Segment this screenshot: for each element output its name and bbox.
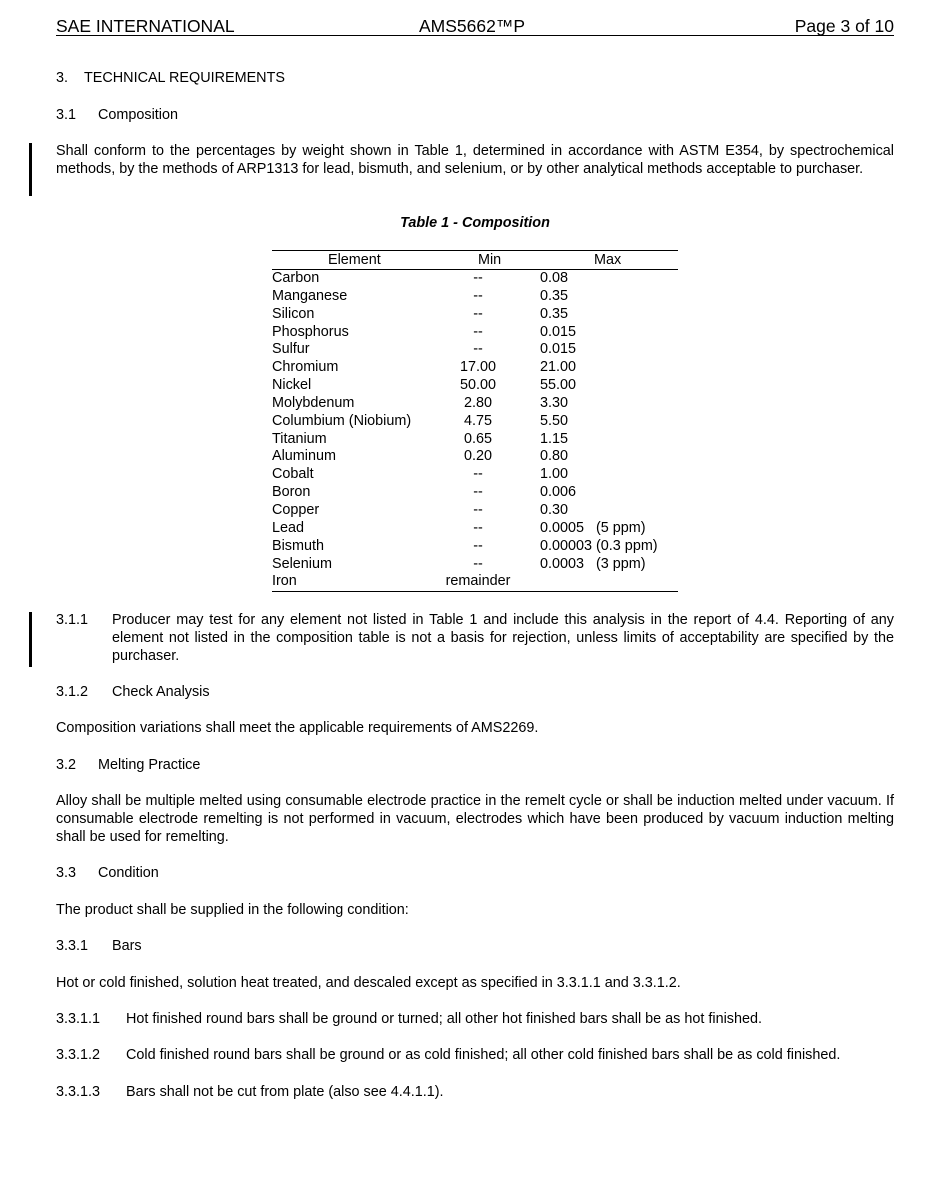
table-row xyxy=(272,359,678,377)
table-row xyxy=(272,413,678,431)
section-3-1-2-number: 3.1.2 xyxy=(56,684,89,700)
section-3-3-1-text: Hot or cold finished, solution heat treated, and descaled except as specified in 3.3.1.1 and 3.3.1.2. xyxy=(56,975,681,991)
section-3-1-1-number: 3.1.1 xyxy=(56,612,89,628)
cell-max: 3.30 xyxy=(540,394,569,411)
section-3-title: TECHNICAL REQUIREMENTS xyxy=(84,70,285,86)
section-3-3-1-1-text: Hot finished round bars shall be ground or turned; all other hot finished bars shall be as hot finished. xyxy=(126,1011,762,1027)
section-3-3-1-3-number: 3.3.1.3 xyxy=(56,1084,101,1100)
cell-element: Phosphorus xyxy=(272,323,349,340)
section-3-1-2-title: Check Analysis xyxy=(112,684,210,700)
cell-element: Cobalt xyxy=(272,466,314,483)
table-row xyxy=(272,466,678,484)
table-row xyxy=(272,288,678,306)
table-row xyxy=(272,431,678,449)
cell-max: 0.08 xyxy=(540,270,569,286)
cell-min: -- xyxy=(473,341,483,358)
section-3-2-title: Melting Practice xyxy=(98,757,201,773)
change-bar xyxy=(29,143,32,196)
section-3-1-title: Composition xyxy=(98,107,178,123)
table-row xyxy=(272,484,678,502)
table-row xyxy=(272,556,678,574)
cell-element: Selenium xyxy=(272,555,332,572)
table-row xyxy=(272,520,678,538)
cell-min: -- xyxy=(473,519,483,536)
cell-element: Nickel xyxy=(272,377,312,394)
cell-element: Silicon xyxy=(272,305,315,322)
cell-min: 0.65 xyxy=(463,430,492,447)
table-row xyxy=(272,341,678,359)
table-row xyxy=(272,306,678,324)
cell-max: 5.50 xyxy=(540,412,569,429)
header-org: SAE INTERNATIONAL xyxy=(56,16,235,36)
cell-min: 4.75 xyxy=(463,412,492,429)
cell-element: Columbium (Niobium) xyxy=(272,412,412,429)
cell-max: 0.35 xyxy=(540,287,569,304)
cell-min: 50.00 xyxy=(459,377,496,394)
table-header-row xyxy=(272,251,678,270)
change-bar xyxy=(29,612,32,667)
composition-table xyxy=(272,250,678,592)
section-3-1-1-text: Producer may test for any element not listed in Table 1 and include this analysis in the report of 4.4. Reporting of any element not listed in the composition table is not a basis for rejection, unless limits of acceptability are specified by the purchaser. xyxy=(112,612,894,664)
cell-min: 2.80 xyxy=(463,394,492,411)
cell-min: -- xyxy=(473,323,483,340)
cell-max: 0.35 xyxy=(540,305,569,322)
cell-min: -- xyxy=(473,484,483,501)
section-3-3-title: Condition xyxy=(98,865,159,881)
table-row xyxy=(272,573,678,591)
section-3-3-1-2-number: 3.3.1.2 xyxy=(56,1047,101,1063)
cell-max: 21.00 xyxy=(540,359,577,376)
header-page-number: Page 3 of 10 xyxy=(794,16,894,36)
cell-max: 0.80 xyxy=(540,448,569,465)
cell-max: 0.006 xyxy=(540,484,577,501)
cell-max: 0.0003 (3 ppm) xyxy=(540,555,646,572)
section-3-1-text: Shall conform to the percentages by weight shown in Table 1, determined in accordance with ASTM E354, by spectrochemical methods, by the methods of ARP1313 for lead, bismuth, and selenium, or by other analytical methods acceptable to purchaser. xyxy=(56,143,894,177)
header-doc-number: AMS5662™P xyxy=(419,16,526,36)
cell-min: 17.00 xyxy=(459,359,496,376)
header-rule xyxy=(56,35,894,36)
cell-element: Copper xyxy=(272,501,320,518)
section-3-3-number: 3.3 xyxy=(56,865,77,881)
cell-min: -- xyxy=(473,555,483,572)
table-row xyxy=(272,538,678,556)
cell-min: -- xyxy=(473,270,483,286)
table-row xyxy=(272,270,678,288)
cell-max: 0.00003 (0.3 ppm) xyxy=(540,537,658,554)
header-element: Element xyxy=(328,252,381,268)
table-row xyxy=(272,395,678,413)
header-max: Max xyxy=(594,252,622,268)
cell-min: -- xyxy=(473,466,483,483)
table-row xyxy=(272,502,678,520)
cell-min: remainder xyxy=(445,573,511,590)
section-3-2-text: Alloy shall be multiple melted using consumable electrode practice in the remelt cycle or shall be induction melted under vacuum. If consumable electrode remelting is not performed in vacuum, electrodes which have been produced by vacuum induction melting shall be used for remelting. xyxy=(56,793,894,845)
cell-element: Manganese xyxy=(272,287,348,304)
table-row xyxy=(272,448,678,466)
cell-max: 1.15 xyxy=(540,430,569,447)
section-3-3-text: The product shall be supplied in the following condition: xyxy=(56,902,409,918)
section-3-3-1-1-number: 3.3.1.1 xyxy=(56,1011,101,1027)
table-caption: Table 1 - Composition xyxy=(400,215,550,231)
cell-max: 55.00 xyxy=(540,377,577,394)
cell-min: -- xyxy=(473,287,483,304)
header-min: Min xyxy=(478,252,502,268)
cell-element: Iron xyxy=(272,573,297,590)
cell-min: -- xyxy=(473,305,483,322)
cell-element: Titanium xyxy=(272,430,327,447)
cell-min: 0.20 xyxy=(463,448,492,465)
section-3-number: 3. xyxy=(56,70,69,86)
section-3-2-number: 3.2 xyxy=(56,757,77,773)
cell-max: 1.00 xyxy=(540,466,569,483)
section-3-1-number: 3.1 xyxy=(56,107,77,123)
cell-element: Molybdenum xyxy=(272,394,355,411)
cell-min: -- xyxy=(473,537,483,554)
section-3-3-1-number: 3.3.1 xyxy=(56,938,89,954)
cell-element: Chromium xyxy=(272,359,339,376)
cell-max: 0.015 xyxy=(540,323,577,340)
cell-element: Bismuth xyxy=(272,537,324,554)
cell-min: -- xyxy=(473,501,483,518)
cell-element: Carbon xyxy=(272,270,320,286)
cell-max: 0.0005 (5 ppm) xyxy=(540,519,646,536)
cell-element: Sulfur xyxy=(272,341,310,358)
table-row xyxy=(272,324,678,342)
cell-max: 0.015 xyxy=(540,341,577,358)
cell-max: 0.30 xyxy=(540,501,569,518)
table-row xyxy=(272,377,678,395)
section-3-3-1-3-text: Bars shall not be cut from plate (also see 4.4.1.1). xyxy=(126,1084,444,1100)
section-3-3-1-2-text: Cold finished round bars shall be ground or as cold finished; all other cold finished bars shall be as cold finished. xyxy=(126,1047,841,1063)
cell-element: Boron xyxy=(272,484,311,501)
section-3-1-2-text: Composition variations shall meet the applicable requirements of AMS2269. xyxy=(56,720,539,736)
cell-element: Aluminum xyxy=(272,448,336,465)
cell-element: Lead xyxy=(272,519,305,536)
section-3-3-1-title: Bars xyxy=(112,938,142,954)
